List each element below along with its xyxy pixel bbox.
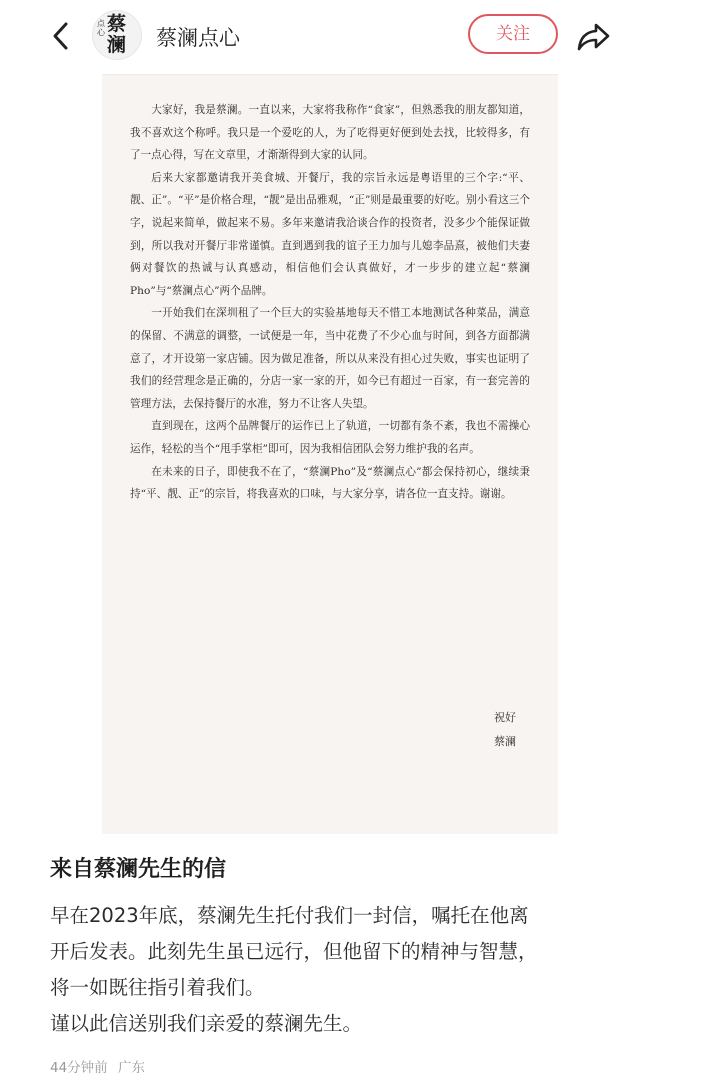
letter-signature: 蔡澜: [494, 735, 516, 748]
post-body-line: 早在2023年底，蔡澜先生托付我们一封信，嘱托在他离: [50, 904, 529, 927]
avatar[interactable]: [92, 10, 142, 60]
post-body: [50, 898, 630, 1042]
share-button[interactable]: [574, 16, 614, 56]
letter-regards: 祝好: [494, 711, 516, 724]
post-location: 广东: [117, 1060, 145, 1076]
letter-paragraph: 直到现在，这两个品牌餐厅的运作已上了轨道，一切都有条不紊，我也不需操心运作，轻松的当个“甩手掌柜”即可，因为我相信团队会努力维护我的名声。: [130, 420, 530, 455]
share-arrow-icon: [574, 16, 614, 56]
post-title: 来自蔡澜先生的信: [50, 857, 227, 882]
letter-text: [130, 99, 530, 506]
post-time: 44分钟前: [50, 1060, 108, 1076]
chevron-left-icon: [44, 16, 80, 56]
avatar-side-text: 点心: [97, 19, 105, 37]
post-body-line: 开后发表。此刻先生虽已远行，但他留下的精神与智慧，: [50, 940, 538, 963]
post-body-line: 谨以此信送别我们亲爱的蔡澜先生。: [50, 1012, 363, 1035]
post-body-line: 将一如既往指引着我们。: [50, 976, 265, 999]
letter-paragraph: 大家好，我是蔡澜。一直以来，大家将我称作“食家”，但熟悉我的朋友都知道，我不喜欢这个称呼。我只是一个爱吃的人，为了吃得更好便到处去找，比较得多，有了一点心得，写在文章里，才渐渐得到大家的认同。: [130, 104, 530, 162]
letter-paragraph: 在未来的日子，即使我不在了，“蔡澜Pho”及“蔡澜点心”都会保持初心，继续秉持“平、靓、正”的宗旨，将我喜欢的口味，与大家分享，请各位一直支持。谢谢。: [130, 465, 530, 501]
follow-button[interactable]: 关注: [468, 14, 558, 54]
avatar-main-text-2: 澜: [107, 34, 127, 56]
letter-image[interactable]: [102, 74, 558, 834]
top-bar: [0, 0, 720, 72]
letter-paragraph: 一开始我们在深圳租了一个巨大的实验基地每天不惜工本地测试各种菜品，满意的保留、不满意的调整，一试便是一年，当中花费了不少心血与时间，到各方面都满意了，才开设第一家店铺。因为做足准备，所以从来没有担心过失败，事实也证明了我们的经营理念是正确的，分店一家一家的开，如今已有超过一百家，有一套完善的管理方法，去保持餐厅的水准，努力不让客人失望。: [130, 307, 530, 410]
letter-paragraph: 后来大家都邀请我开美食城、开餐厅，我的宗旨永远是粤语里的三个字:“平、靓、正”。“平”是价格合理，“靓”是出品雅观，“正”则是最重要的好吃。别小看这三个字，说起来简单，做起来不易。多年来邀请我洽谈合作的投资者，没多少个能保证做到，所以我对开餐厅非常谨慎。直到遇到我的谊子王力加与儿媳李品熹，被他们夫妻俩对餐饮的热诚与认真感动，相信他们会认真做好，才一步步的建立起“蔡澜Pho”与“蔡澜点心”两个品牌。: [130, 171, 530, 297]
back-button[interactable]: [44, 16, 80, 56]
post-meta: [50, 1056, 151, 1076]
avatar-main-text: 蔡: [107, 13, 127, 35]
account-name[interactable]: 蔡澜点心: [156, 26, 240, 50]
